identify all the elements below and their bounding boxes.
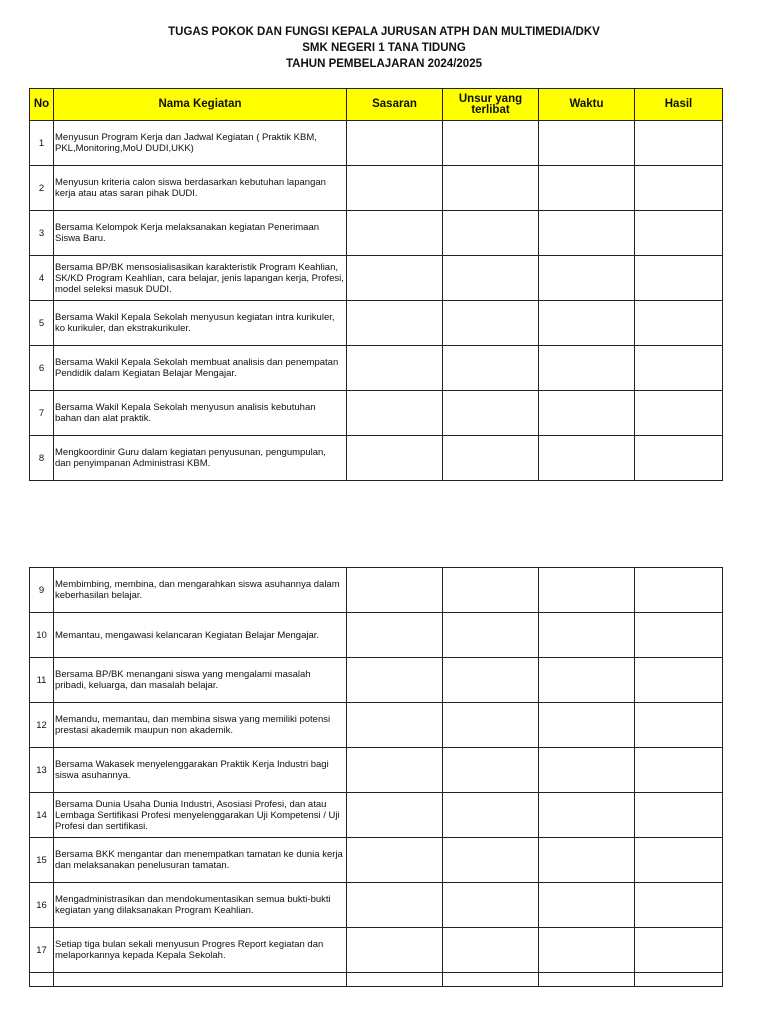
col-header-no: No: [30, 89, 54, 121]
hasil-cell: [635, 973, 723, 987]
table-row: [30, 436, 723, 481]
hasil-cell: [635, 211, 723, 256]
table-header-row: [30, 89, 723, 121]
sasaran-cell: [347, 748, 443, 793]
hasil-cell: [635, 346, 723, 391]
unsur-cell: [443, 883, 539, 928]
unsur-cell: [443, 391, 539, 436]
sasaran-cell: [347, 658, 443, 703]
table-row: [30, 391, 723, 436]
hasil-cell: [635, 703, 723, 748]
duties-table-page2: [29, 567, 723, 987]
document-title: TUGAS POKOK DAN FUNGSI KEPALA JURUSAN ATPH DAN MULTIMEDIA/DKV: [168, 26, 600, 38]
table-row: [30, 748, 723, 793]
row-number: 10: [30, 613, 54, 658]
hasil-cell: [635, 256, 723, 301]
row-number: 9: [30, 568, 54, 613]
unsur-cell: [443, 703, 539, 748]
col-header-sasaran: Sasaran: [347, 89, 443, 121]
table-row: [30, 301, 723, 346]
sasaran-cell: [347, 973, 443, 987]
waktu-cell: [539, 211, 635, 256]
row-number: 17: [30, 928, 54, 973]
row-number: 4: [30, 256, 54, 301]
hasil-cell: [635, 166, 723, 211]
waktu-cell: [539, 121, 635, 166]
table-row: [30, 883, 723, 928]
activity-description: Mengadministrasikan dan mendokumentasikan semua bukti-bukti kegiatan yang dilaksanakan Program Keahlian.: [54, 883, 347, 928]
hasil-cell: [635, 928, 723, 973]
activity-description: Bersama Kelompok Kerja melaksanakan kegiatan Penerimaan Siswa Baru.: [54, 211, 347, 256]
waktu-cell: [539, 256, 635, 301]
row-number: 15: [30, 838, 54, 883]
unsur-cell: [443, 658, 539, 703]
waktu-cell: [539, 793, 635, 838]
table-row: [30, 658, 723, 703]
sasaran-cell: [347, 703, 443, 748]
activity-description: Setiap tiga bulan sekali menyusun Progres Report kegiatan dan melaporkannya kepada Kepala Sekolah.: [54, 928, 347, 973]
hasil-cell: [635, 748, 723, 793]
unsur-cell: [443, 211, 539, 256]
waktu-cell: [539, 568, 635, 613]
hasil-cell: [635, 391, 723, 436]
waktu-cell: [539, 613, 635, 658]
col-header-waktu: Waktu: [539, 89, 635, 121]
activity-description: Bersama Wakil Kepala Sekolah membuat analisis dan penempatan Pendidik dalam Kegiatan Belajar Mengajar.: [54, 346, 347, 391]
row-number: 14: [30, 793, 54, 838]
unsur-cell: [443, 568, 539, 613]
unsur-cell: [443, 793, 539, 838]
unsur-cell: [443, 166, 539, 211]
academic-year: TAHUN PEMBELAJARAN 2024/2025: [286, 58, 482, 70]
waktu-cell: [539, 436, 635, 481]
unsur-cell: [443, 838, 539, 883]
table-row: [30, 568, 723, 613]
unsur-cell: [443, 928, 539, 973]
unsur-cell: [443, 436, 539, 481]
unsur-cell: [443, 973, 539, 987]
sasaran-cell: [347, 928, 443, 973]
hasil-cell: [635, 301, 723, 346]
unsur-cell: [443, 346, 539, 391]
sasaran-cell: [347, 166, 443, 211]
row-number: 16: [30, 883, 54, 928]
table-row: [30, 838, 723, 883]
hasil-cell: [635, 883, 723, 928]
col-header-unsur: Unsur yang terlibat: [443, 89, 539, 121]
row-number: 12: [30, 703, 54, 748]
activity-description: Bersama Dunia Usaha Dunia Industri, Asosiasi Profesi, dan atau Lembaga Sertifikasi Profesi menyelenggarakan Uji Kompetensi / Uji Profesi dan sertifikasi.: [54, 793, 347, 838]
waktu-cell: [539, 838, 635, 883]
table-row: [30, 346, 723, 391]
row-number: 5: [30, 301, 54, 346]
activity-description: Bersama BP/BK menangani siswa yang mengalami masalah pribadi, keluarga, dan masalah belajar.: [54, 658, 347, 703]
row-number: 13: [30, 748, 54, 793]
waktu-cell: [539, 883, 635, 928]
sasaran-cell: [347, 793, 443, 838]
unsur-cell: [443, 613, 539, 658]
row-number: 1: [30, 121, 54, 166]
waktu-cell: [539, 928, 635, 973]
sasaran-cell: [347, 436, 443, 481]
activity-description: Bersama Wakil Kepala Sekolah menyusun analisis kebutuhan bahan dan alat praktik.: [54, 391, 347, 436]
activity-description: Menyusun kriteria calon siswa berdasarkan kebutuhan lapangan kerja atau atas saran pihak DUDI.: [54, 166, 347, 211]
col-header-nama-kegiatan: Nama Kegiatan: [54, 89, 347, 121]
row-number: 11: [30, 658, 54, 703]
sasaran-cell: [347, 346, 443, 391]
sasaran-cell: [347, 211, 443, 256]
col-header-hasil: Hasil: [635, 89, 723, 121]
activity-description: Bersama Wakasek menyelenggarakan Praktik Kerja Industri bagi siswa asuhannya.: [54, 748, 347, 793]
hasil-cell: [635, 436, 723, 481]
table-row: [30, 613, 723, 658]
sasaran-cell: [347, 301, 443, 346]
activity-description: Mengkoordinir Guru dalam kegiatan penyusunan, pengumpulan, dan penyimpanan Administrasi KBM.: [54, 436, 347, 481]
table-row: [30, 166, 723, 211]
sasaran-cell: [347, 391, 443, 436]
row-number: 8: [30, 436, 54, 481]
table-row: [30, 793, 723, 838]
waktu-cell: [539, 748, 635, 793]
activity-description: Memandu, memantau, dan membina siswa yang memiliki potensi prestasi akademik maupun non akademik.: [54, 703, 347, 748]
waktu-cell: [539, 703, 635, 748]
duties-table-page1: [29, 88, 723, 481]
waktu-cell: [539, 166, 635, 211]
sasaran-cell: [347, 838, 443, 883]
sasaran-cell: [347, 121, 443, 166]
table-row: [30, 211, 723, 256]
waktu-cell: [539, 391, 635, 436]
activity-description: [54, 973, 347, 987]
row-number: 6: [30, 346, 54, 391]
row-number: 7: [30, 391, 54, 436]
table-row: [30, 121, 723, 166]
hasil-cell: [635, 793, 723, 838]
row-number: [30, 973, 54, 987]
activity-description: Membimbing, membina, dan mengarahkan siswa asuhannya dalam keberhasilan belajar.: [54, 568, 347, 613]
activity-description: Memantau, mengawasi kelancaran Kegiatan Belajar Mengajar.: [54, 613, 347, 658]
unsur-cell: [443, 256, 539, 301]
hasil-cell: [635, 568, 723, 613]
sasaran-cell: [347, 568, 443, 613]
table-row: [30, 973, 723, 987]
table-row: [30, 928, 723, 973]
hasil-cell: [635, 613, 723, 658]
sasaran-cell: [347, 613, 443, 658]
hasil-cell: [635, 121, 723, 166]
activity-description: Bersama BP/BK mensosialisasikan karakteristik Program Keahlian, SK/KD Program Keahlian, cara belajar, jenis lapangan kerja, Profesi, model seleksi masuk DUDI.: [54, 256, 347, 301]
waktu-cell: [539, 973, 635, 987]
table-row: [30, 703, 723, 748]
unsur-cell: [443, 748, 539, 793]
waktu-cell: [539, 301, 635, 346]
row-number: 2: [30, 166, 54, 211]
unsur-cell: [443, 121, 539, 166]
unsur-cell: [443, 301, 539, 346]
activity-description: Menyusun Program Kerja dan Jadwal Kegiatan ( Praktik KBM, PKL,Monitoring,MoU DUDI,UKK): [54, 121, 347, 166]
hasil-cell: [635, 658, 723, 703]
waktu-cell: [539, 346, 635, 391]
activity-description: Bersama BKK mengantar dan menempatkan tamatan ke dunia kerja dan melaksanakan penelusuran tamatan.: [54, 838, 347, 883]
activity-description: Bersama Wakil Kepala Sekolah menyusun kegiatan intra kurikuler, ko kurikuler, dan ekstrakurikuler.: [54, 301, 347, 346]
row-number: 3: [30, 211, 54, 256]
table-row: [30, 256, 723, 301]
sasaran-cell: [347, 256, 443, 301]
sasaran-cell: [347, 883, 443, 928]
school-name: SMK NEGERI 1 TANA TIDUNG: [302, 42, 466, 54]
waktu-cell: [539, 658, 635, 703]
hasil-cell: [635, 838, 723, 883]
